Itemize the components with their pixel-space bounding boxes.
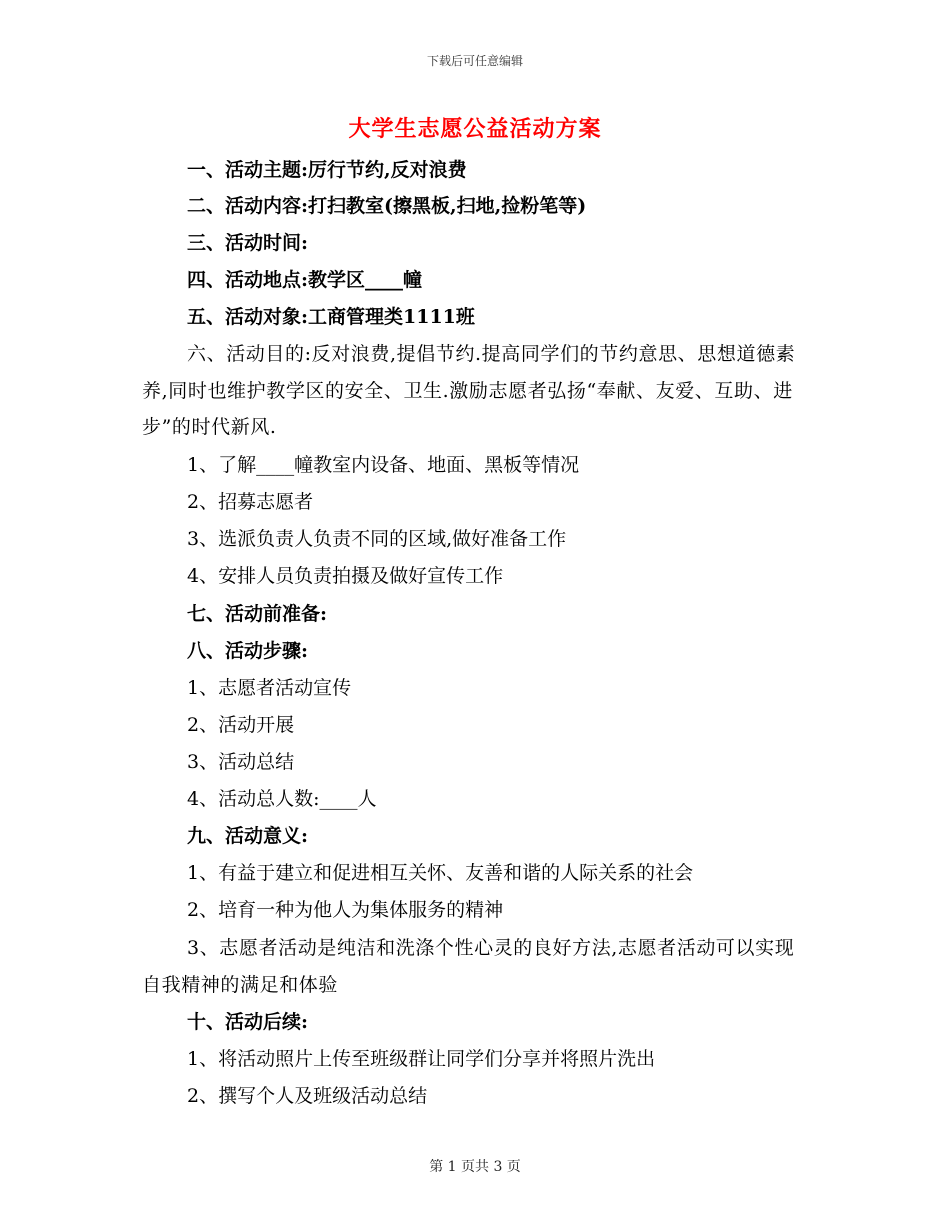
prep-item-1: 1、了解____幢教室内设备、地面、黑板等情况 — [187, 454, 580, 476]
followup-item-1: 1、将活动照片上传至班级群让同学们分享并将照片洗出 — [187, 1048, 656, 1070]
meaning-item-1: 1、有益于建立和促进相互关怀、友善和谐的人际关系的社会 — [187, 862, 694, 884]
section-location: 四、活动地点:教学区____幢 — [187, 269, 423, 291]
section-followup: 十、活动后续: — [187, 1011, 309, 1033]
section-preparation: 七、活动前准备: — [187, 603, 328, 625]
step-item-2: 2、活动开展 — [187, 714, 295, 736]
section-meaning: 九、活动意义: — [187, 825, 309, 847]
section-purpose: 六、活动目的:反对浪费,提倡节约.提高同学们的节约意思、思想道德素养,同时也维护教学区的安全、卫生.激励志愿者弘扬“奉献、友爱、互助、进步”的时代新风. — [142, 343, 796, 438]
prep-item-2: 2、招募志愿者 — [187, 491, 314, 513]
prep-item-4: 4、安排人员负责拍摄及做好宣传工作 — [187, 565, 504, 587]
section-time: 三、活动时间: — [187, 232, 309, 254]
meaning-item-3: 3、志愿者活动是纯洁和洗涤个性心灵的良好方法,志愿者活动可以实现自我精神的满足和体验 — [142, 937, 795, 996]
section-target: 五、活动对象:工商管理类1111班 — [187, 306, 475, 328]
step-item-1: 1、志愿者活动宣传 — [187, 677, 352, 699]
page-footer: 第 1 页共 3 页 — [429, 1159, 521, 1175]
step-item-3: 3、活动总结 — [187, 751, 295, 773]
section-theme: 一、活动主题:厉行节约,反对浪费 — [187, 159, 467, 181]
section-content: 二、活动内容:打扫教室(擦黑板,扫地,捡粉笔等) — [187, 195, 587, 217]
prep-item-3: 3、选派负责人负责不同的区域,做好准备工作 — [187, 528, 567, 550]
followup-item-2: 2、撰写个人及班级活动总结 — [187, 1085, 428, 1107]
section-steps: 八、活动步骤: — [187, 640, 309, 662]
meaning-item-2: 2、培育一种为他人为集体服务的精神 — [187, 899, 504, 921]
step-item-4: 4、活动总人数:____人 — [187, 788, 377, 810]
page-header: 下载后可任意编辑 — [426, 54, 523, 68]
document-title: 大学生志愿公益活动方案 — [348, 116, 602, 142]
